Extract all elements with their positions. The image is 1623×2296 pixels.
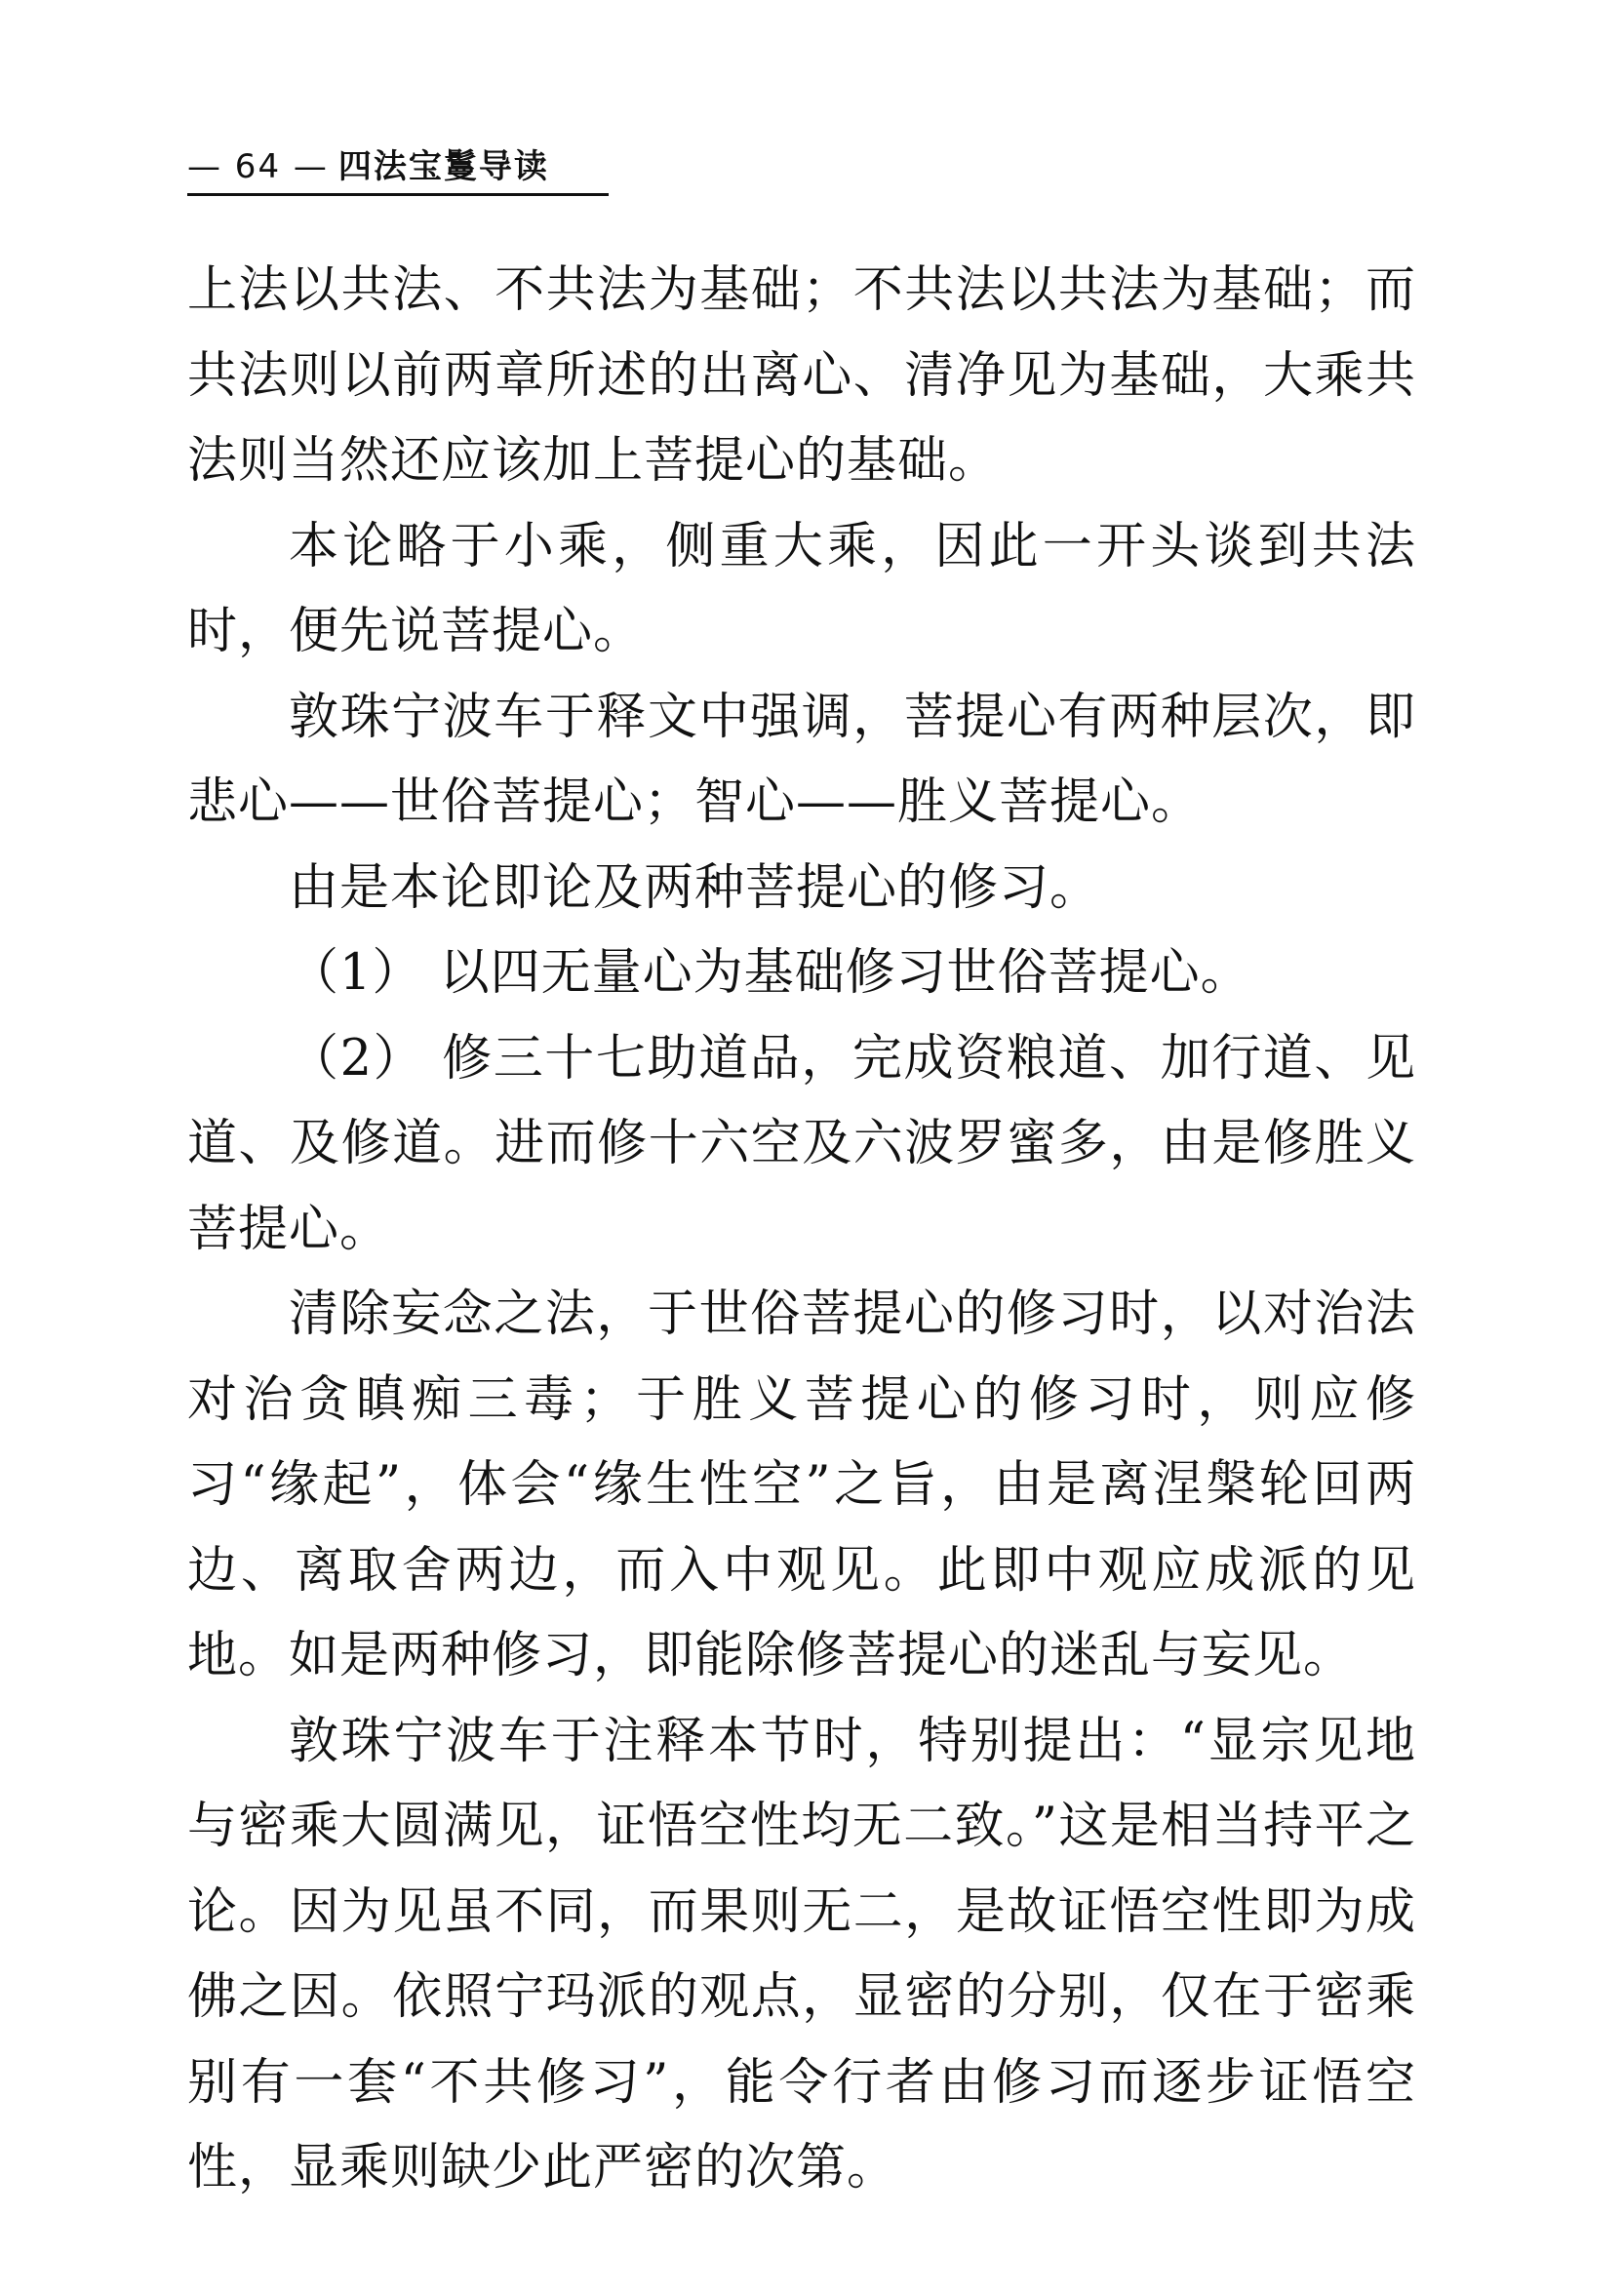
body-text — [187, 248, 1416, 2211]
paragraph-continuation: 上法以共法、不共法为基础；不共法以共法为基础；而共法则以前两章所述的出离心、清净见为基础，大乘共法则当然还应该加上菩提心的基础。 — [187, 261, 1416, 490]
paragraph: 敦珠宁波车于释文中强调，菩提心有两种层次，即悲心——世俗菩提心；智心——胜义菩提心。 — [187, 688, 1416, 831]
page-number: — 64 — — [187, 147, 329, 186]
running-header — [187, 146, 616, 187]
header-rule — [187, 193, 609, 196]
paragraph: 敦珠宁波车于注释本节时，特别提出：“显宗见地与密乘大圆满见，证悟空性均无二致。”这是相当持平之论。因为见虽不同，而果则无二，是故证悟空性即为成佛之因。依照宁玛派的观点，显密的分别，仅在于密乘别有一套“不共修习”，能令行者由修习而逐步证悟空性，显乘则缺少此严密的次第。 — [187, 1712, 1416, 2197]
paragraph: 本论略于小乘，侧重大乘，因此一开头谈到共法时，便先说菩提心。 — [187, 517, 1416, 660]
paragraph: 由是本论即论及两种菩提心的修习。 — [289, 858, 1101, 917]
list-item-1: （1） 以四无量心为基础修习世俗菩提心。 — [289, 944, 1251, 1002]
list-item-2: （2） 修三十七助道品，完成资粮道、加行道、见道、及修道。进而修十六空及六波罗蜜多，由是修胜义菩提心。 — [187, 1029, 1416, 1258]
book-title: 四法宝鬘导读 — [337, 147, 549, 186]
paragraph: 清除妄念之法，于世俗菩提心的修习时，以对治法对治贪瞋痴三毒；于胜义菩提心的修习时，则应修习“缘起”，体会“缘生性空”之旨，由是离涅槃轮回两边、离取舍两边，而入中观见。此即中观应成派的见地。如是两种修习，即能除修菩提心的迷乱与妄见。 — [187, 1286, 1416, 1684]
